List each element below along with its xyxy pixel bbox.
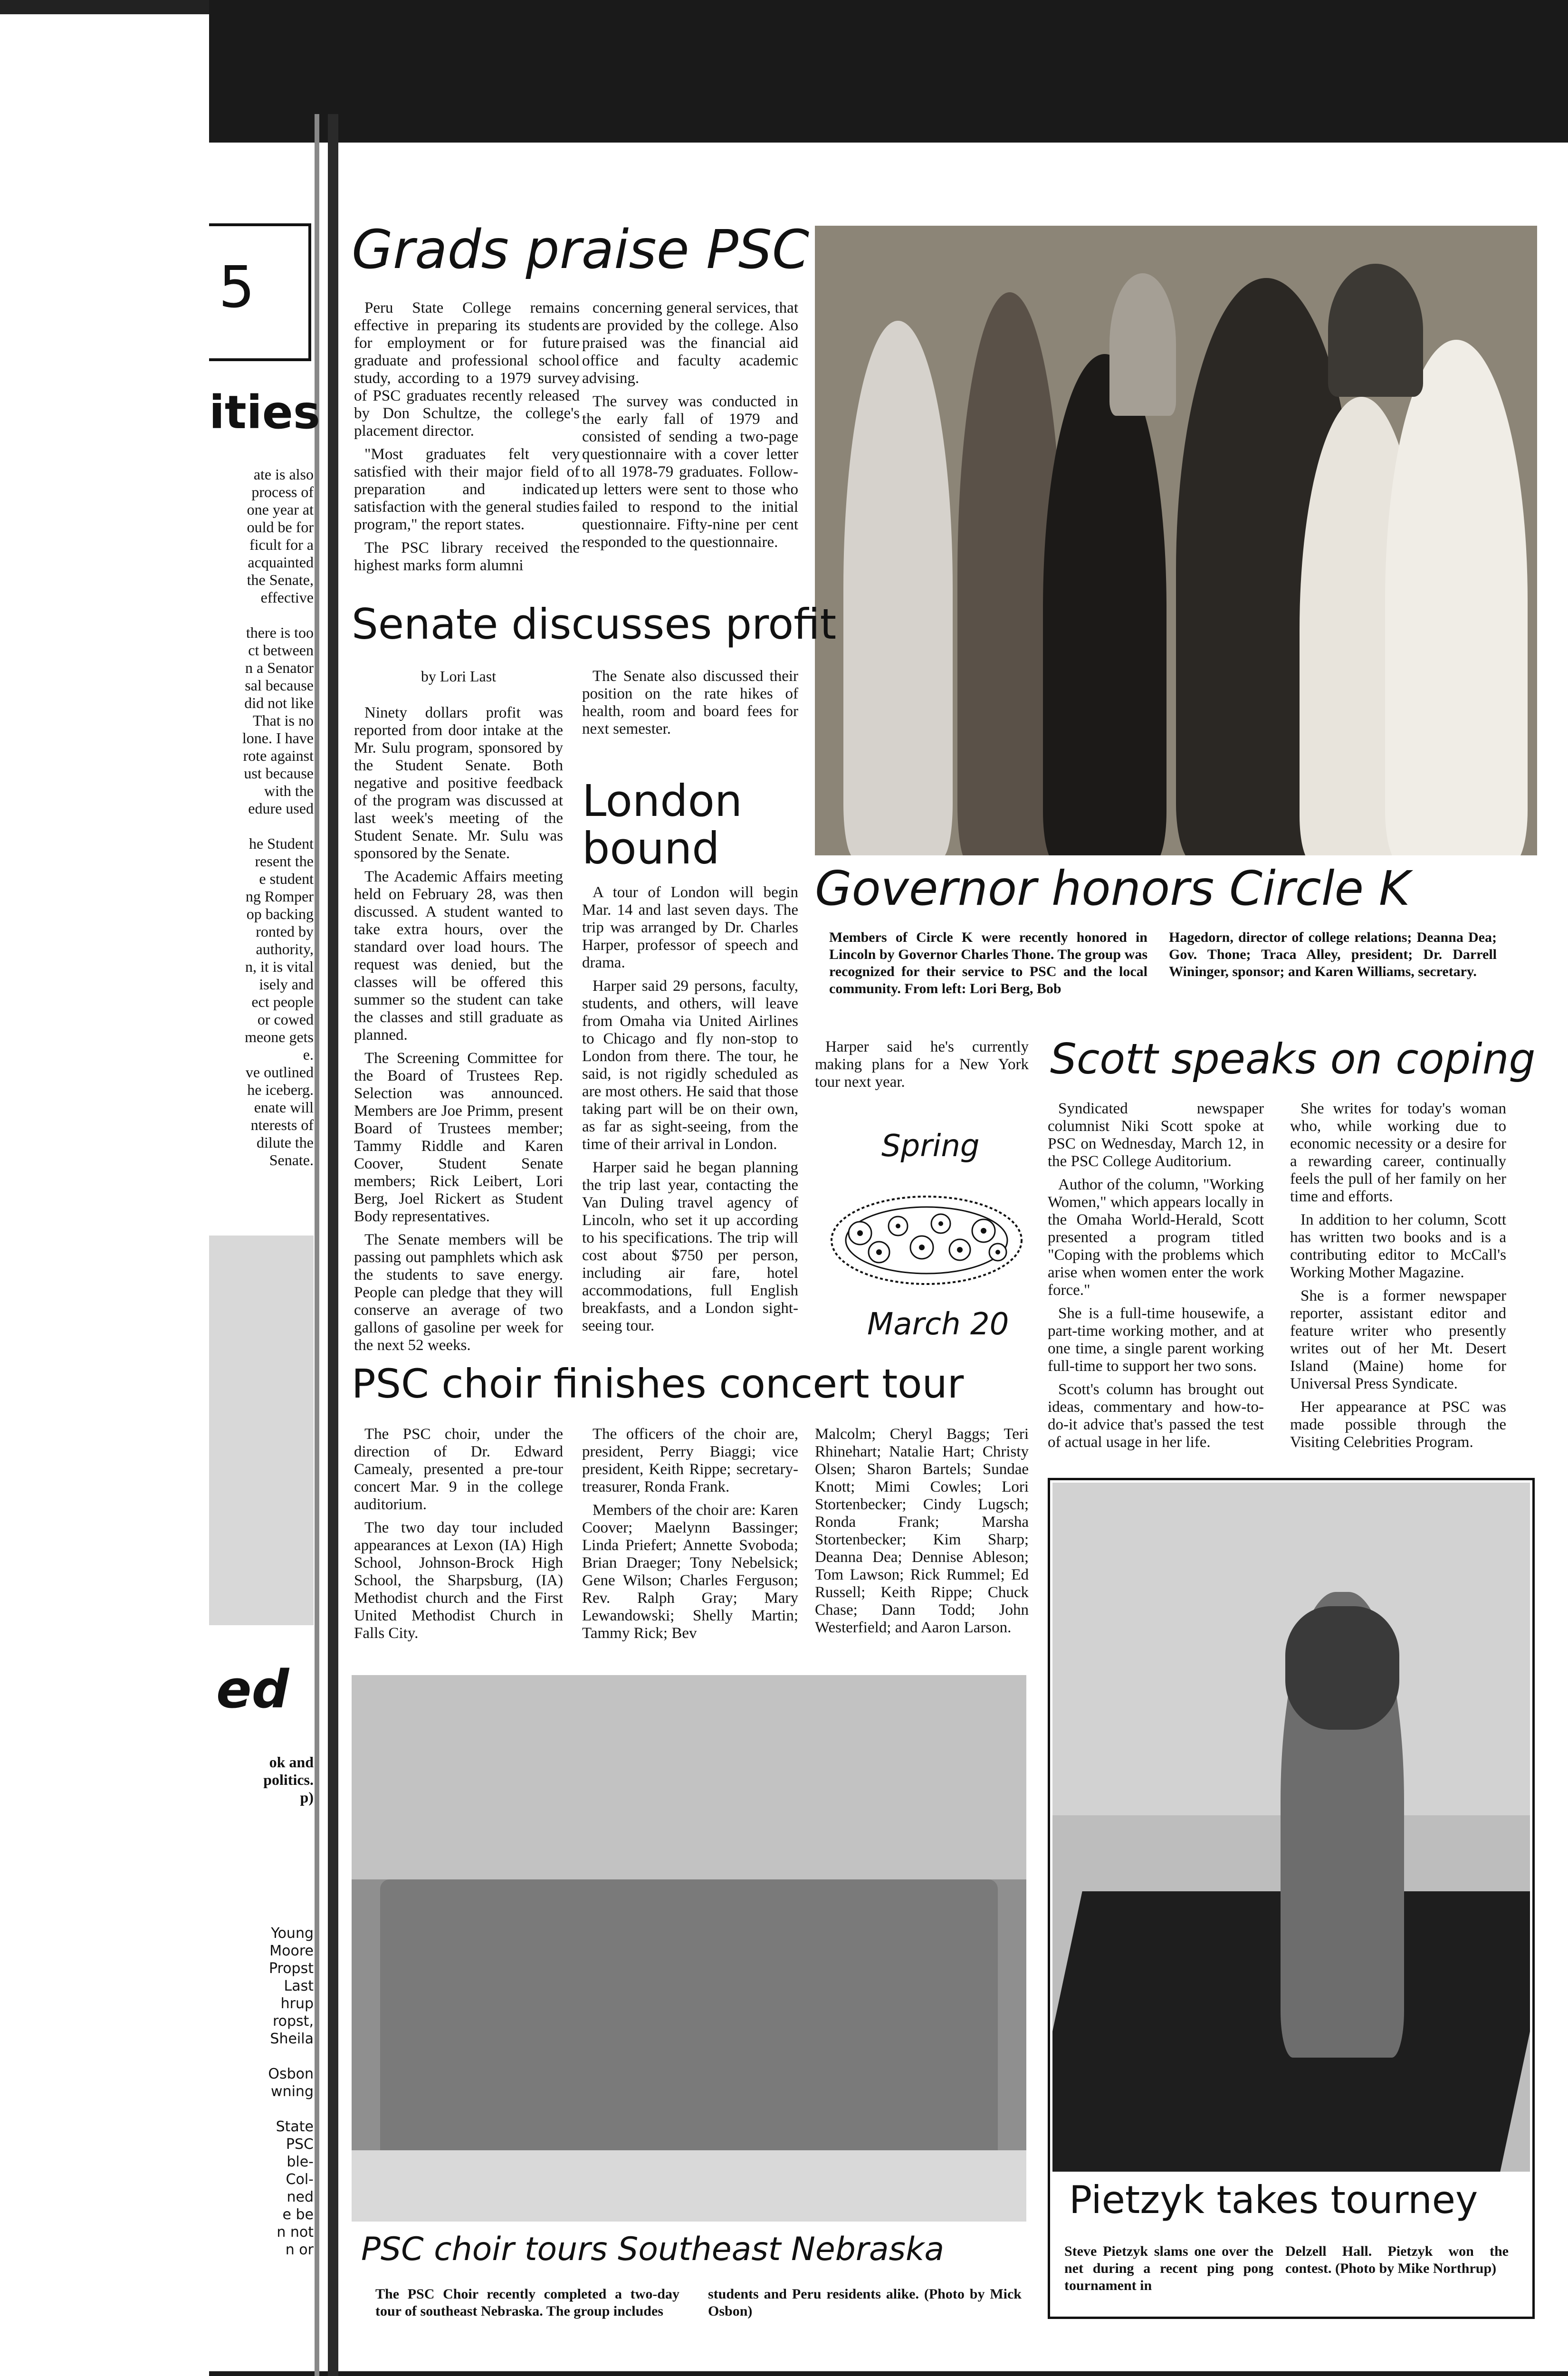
left-page-fragment-line: dilute the	[257, 1134, 314, 1151]
left-page-fragment-text-3	[211, 1925, 314, 2259]
scan-top-left-margin	[0, 0, 209, 14]
left-page-fragment-line	[211, 606, 314, 624]
governor-caption-right: Hagedorn, director of college relations; Deanna Dea; Gov. Thone; Traca Alley, president; Dr. Darrell Wininger, sponsor; and Karen Williams, secretary.	[1169, 929, 1497, 979]
governor-caption-left: Members of Circle K were recently honored in Lincoln by Governor Charles Thone. The group was recognized for their service to PSC and the local community. From left: Lori Berg, Bob	[829, 929, 1147, 996]
senate-paragraph: The Academic Affairs meeting held on February 28, was then discussed. A student wanted to take extra hours, over the standard over load hours. The request was denied, but the classes will be offered this summer so the student can take the classes and still graduate as planned.	[354, 868, 563, 1044]
london-continued-column	[815, 1038, 1029, 1097]
choir-photo-caption-left: The PSC Choir recently completed a two-day tour of southeast Nebraska. The group includes	[375, 2286, 679, 2319]
left-page-fragment-line: ble-	[287, 2154, 314, 2170]
left-page-fragment-line: PSC	[286, 2136, 314, 2153]
circle-k-photo	[815, 226, 1537, 855]
left-page-fragment-line: or cowed	[257, 1011, 314, 1028]
left-page-fragment-line: ropst,	[272, 2013, 314, 2030]
governor-headline: Governor honors Circle K	[815, 861, 1410, 916]
left-page-fragment-line: Sheila	[270, 2031, 314, 2047]
spring-date: March 20	[867, 1307, 1009, 1342]
choir-column-3	[815, 1426, 1029, 1642]
left-page-fragment-line: p)	[300, 1789, 314, 1806]
left-page-badge-text: 5	[219, 255, 255, 321]
scott-paragraph: She is a former newspaper reporter, assistant editor and feature writer who presently writes out of her Mt. Desert Island (Maine) home for Universal Press Syndicate.	[1290, 1287, 1506, 1392]
left-page-fragment-line: ate is also	[253, 466, 314, 483]
senate-paragraph: The Senate members will be passing out pamphlets which ask the students to save energy. People can pledge that they will conserve an average of two gallons of gasoline per week for the next 52 weeks.	[354, 1231, 563, 1354]
scott-paragraph: Author of the column, "Working Women," which appears locally in the Omaha World-Herald, Scott presented a program titled "Coping with the problems which arise when women enter the work force."	[1048, 1176, 1264, 1299]
left-page-fragment-line: Moore	[269, 1943, 314, 1959]
scott-column-1	[1048, 1100, 1264, 1457]
scan-top-margin	[209, 0, 1568, 143]
left-page-fragment-line: ned	[287, 2189, 314, 2205]
left-page-fragment-line: nterests of	[250, 1116, 314, 1133]
pietzyk-headline: Pietzyk takes tourney	[1069, 2178, 1478, 2222]
left-page-fragment-line: effective	[260, 589, 314, 606]
london-paragraph: A tour of London will begin Mar. 14 and last seven days. The trip was arranged by Dr. Charles Harper, professor of speech and drama.	[582, 884, 798, 971]
left-page-fragment-line: authority,	[256, 940, 314, 958]
choir-paragraph: The officers of the choir are, president, Perry Biaggi; vice president, Keith Rippe; secretary-treasurer, Ronda Frank.	[582, 1426, 798, 1495]
choir-photo-headline: PSC choir tours Southeast Nebraska	[361, 2231, 944, 2268]
left-page-fragment-line: the Senate,	[247, 571, 314, 588]
grads-paragraph: "Most graduates felt very satisfied with their major field of preparation and indicated satisfaction with the general studies program," the report states.	[354, 446, 580, 533]
left-page-fragment-line: meone gets	[245, 1028, 314, 1045]
senate-paragraph: Ninety dollars profit was reported from door intake at the Mr. Sulu program, sponsored by the Student Senate. Both negative and positive feedback of the program was discussed at last week's meeting of the Student Senate. Mr. Sulu was sponsored by the Senate.	[354, 704, 563, 862]
left-page-fragment-line: ould be for	[247, 518, 314, 536]
senate-paragraph: The Senate also discussed their position on the rate hikes of health, room and board fees for next semester.	[582, 668, 798, 738]
senate-headline: Senate discusses profit	[352, 600, 837, 649]
left-page-fragment-line: wning	[271, 2083, 314, 2100]
senate-paragraph: The Screening Committee for the Board of Trustees Rep. Selection was announced. Members are Joe Primm, present Board of Trustees member; Tammy Riddle and Karen Coover, Student Senate members; Rick Leibert, Lori Berg, Joel Rickert as Student Body representatives.	[354, 1050, 563, 1225]
left-page-fragment-line: ve outlined	[245, 1063, 314, 1081]
left-page-fragment-line: he iceberg.	[247, 1081, 314, 1098]
left-page-fragment-line: Senate.	[269, 1151, 314, 1169]
london-paragraph: Harper said he's currently making plans for a New York tour next year.	[815, 1038, 1029, 1091]
left-page-fragment-line: Last	[284, 1978, 314, 1994]
choir-photo-caption-right: students and Peru residents alike. (Photo by Mick Osbon)	[708, 2286, 1022, 2319]
london-headline-line-2: bound	[582, 823, 720, 874]
senate-byline: by Lori Last	[421, 668, 497, 685]
left-page-fragment-line: n not	[277, 2224, 314, 2241]
left-page-fragment-line: n a Senator	[245, 659, 314, 676]
scott-column-2	[1290, 1100, 1506, 1457]
left-page-fragment-line: Young	[271, 1925, 314, 1942]
left-page-fragment-line: ficult for a	[249, 536, 314, 553]
left-page-fragment-line: Col-	[286, 2171, 314, 2188]
scott-paragraph: She writes for today's woman who, while working due to economic necessity or a desire for a rewarding career, continually feels the pull of her family on her time and efforts.	[1290, 1100, 1506, 1205]
ping-pong-photo	[1052, 1483, 1530, 2172]
left-page-fragment-line: n or	[285, 2242, 314, 2258]
left-page-fragment-line: hrup	[280, 1995, 314, 2012]
choir-paragraph: Malcolm; Cheryl Baggs; Teri Rhinehart; Natalie Hart; Christy Olsen; Sharon Bartels; Sundae Knott; Mimi Cowles; Lori Stortenbecker; Cindy Lugsch; Ronda Frank; Marsha Stortenbecker; Kim Sharp; Deanna Dea; Dennise Ableson; Tom Lawson; Rick Rummel; Ed Russell; Keith Rippe; Chuck Chase; Dann Todd; John Westerfield; and Aaron Larson.	[815, 1426, 1029, 1636]
grads-column-1	[354, 299, 580, 580]
left-page-fragment-line	[211, 817, 314, 835]
grads-paragraph: The PSC library received the highest marks form alumni	[354, 539, 580, 574]
scan-bottom-margin	[209, 2371, 1568, 2376]
spring-title: Spring	[881, 1129, 980, 1164]
choir-column-2	[582, 1426, 798, 1648]
left-page-fragment-line: resent the	[255, 853, 314, 870]
choir-paragraph: The PSC choir, under the direction of Dr. Edward Camealy, presented a pre-tour concert Mar. 9 in the college auditorium.	[354, 1426, 563, 1513]
scott-paragraph: She is a full-time housewife, a part-time working mother, and at one time, a single parent working full-time to support her two sons.	[1048, 1305, 1264, 1375]
left-page-fragment-line: ct between	[248, 642, 314, 659]
pietzyk-caption-left: Steve Pietzyk slams one over the net during a recent ping pong tournament in	[1064, 2243, 1273, 2293]
scott-headline: Scott speaks on coping	[1050, 1035, 1536, 1083]
choir-group-photo	[352, 1675, 1026, 2222]
left-page-fragment-line: ust because	[244, 765, 314, 782]
left-page-fragment-line: sal because	[245, 677, 314, 694]
left-page-fragment-line: lone. I have	[242, 729, 314, 747]
left-page-fragment-line: ok and	[269, 1753, 314, 1771]
choir-paragraph: The two day tour included appearances at Lexon (IA) High School, Johnson-Brock High School, the Sharpsburg, (IA) Methodist church and the First United Methodist Church in Falls City.	[354, 1519, 563, 1642]
left-page-fragment-line: enate will	[254, 1099, 314, 1116]
grads-paragraph: concerning general services, that are provided by the college. Also praised was the financial aid office and faculty academic advising.	[582, 299, 798, 387]
left-page-fragment-line: n, it is vital	[245, 958, 314, 975]
left-page-fragment-line: ect people	[251, 993, 314, 1010]
left-page-fragment-line: ronted by	[256, 923, 314, 940]
london-paragraph: Harper said he began planning the trip last year, contacting the Van Duling travel agency of Lincoln, who set it up according to his specifications. The trip will cost about $750 per person, including air fare, hotel accommodations, full English breakfasts, and a London sight-seeing tour.	[582, 1159, 798, 1334]
left-page-fragment-line: e be	[282, 2206, 314, 2223]
left-page-fragment-line: That is no	[253, 712, 314, 729]
left-page-fragment-line: e student	[259, 870, 314, 887]
left-page-fragment-text	[211, 466, 314, 1169]
left-page-fragment-line: e.	[303, 1046, 314, 1063]
left-page-fragment-text-2	[211, 1753, 314, 1806]
left-page-fragment-line: he Student	[249, 835, 314, 852]
grads-paragraph: Peru State College remains effective in preparing its students for employment or for future graduate and professional school study, according to a 1979 survey of PSC graduates recently released by Don Schultze, the college's placement director.	[354, 299, 580, 440]
left-page-badge	[209, 223, 311, 361]
left-page-fragment-line: politics.	[263, 1771, 314, 1788]
left-page-fragment-line: edure used	[248, 800, 314, 817]
scott-paragraph: In addition to her column, Scott has written two books and is a contributing editor to McCall's Working Mother Magazine.	[1290, 1211, 1506, 1281]
left-page-fragment-line	[211, 2048, 314, 2065]
choir-paragraph: Members of the choir are: Karen Coover; Maelynn Bassinger; Linda Priefert; Annette Svoboda; Brian Draeger; Tony Nebelsick; Gene Wilson; Charles Ferguson; Rev. Ralph Gray; Mary Lewandowski; Shelly Martin; Tammy Rick; Bev	[582, 1502, 798, 1642]
left-page-fragment-line: Propst	[268, 1960, 314, 1977]
choir-headline: PSC choir finishes concert tour	[352, 1360, 964, 1407]
senate-column-2	[582, 668, 798, 744]
left-page-fragment-line	[211, 2100, 314, 2118]
pietzyk-caption-right: Delzell Hall. Pietzyk won the contest. (Photo by Mike Northrup)	[1285, 2243, 1509, 2276]
grads-column-2	[582, 299, 798, 557]
scott-paragraph: Scott's column has brought out ideas, commentary and how-to-do-it advice that's passed the test of actual usage in her life.	[1048, 1381, 1264, 1451]
grads-paragraph: The survey was conducted in the early fall of 1979 and consisted of sending a two-page questionnaire with a cover letter to all 1978-79 graduates. Follow-up letters were sent to those who failed to respond to the initial questionnaire. Fifty-nine per cent responded to the questionnaire.	[582, 393, 798, 551]
page-gutter-shadow	[315, 114, 319, 2376]
left-page-fragment-line: Osbon	[268, 2066, 314, 2082]
left-page-photo-edge	[209, 1236, 314, 1625]
grads-headline: Grads praise PSC	[352, 219, 810, 281]
left-page-fragment-line: rote against	[243, 747, 314, 764]
left-page-heading: ities	[209, 386, 320, 439]
left-page-heading-2: ed	[216, 1659, 289, 1720]
senate-column-1	[354, 668, 563, 1360]
london-headline-line-1: London	[582, 776, 743, 826]
left-page-fragment-line: did not like	[244, 694, 314, 711]
left-page-fragment-line: isely and	[259, 976, 314, 993]
scott-paragraph: Her appearance at PSC was made possible through the Visiting Celebrities Program.	[1290, 1399, 1506, 1451]
left-page-fragment-line: acquainted	[248, 554, 314, 571]
left-page-fragment-line: ng Romper	[245, 888, 314, 905]
left-page-fragment-line: there is too	[246, 624, 314, 641]
left-page-fragment-line: one year at	[247, 501, 314, 518]
page-gutter	[328, 114, 338, 2376]
left-page-fragment-line: State	[276, 2118, 314, 2135]
left-page-fragment-line: op backing	[246, 905, 314, 922]
scott-paragraph: Syndicated newspaper columnist Niki Scott spoke at PSC on Wednesday, March 12, in the PSC College Auditorium.	[1048, 1100, 1264, 1170]
left-page-fragment-line: process of	[251, 483, 314, 500]
flower-garland-illustration	[827, 1190, 1026, 1290]
choir-column-1	[354, 1426, 563, 1648]
london-paragraph: Harper said 29 persons, faculty, students, and others, will leave from Omaha via United Airlines to Chicago and fly non-stop to London from there. The tour, he said, is not rigidly scheduled as are most others. He said that those taking part will be on their own, as far as sight-seeing, from the time of their arrival in London.	[582, 977, 798, 1153]
london-column	[582, 884, 798, 1341]
left-page-fragment-line: with the	[264, 782, 314, 799]
